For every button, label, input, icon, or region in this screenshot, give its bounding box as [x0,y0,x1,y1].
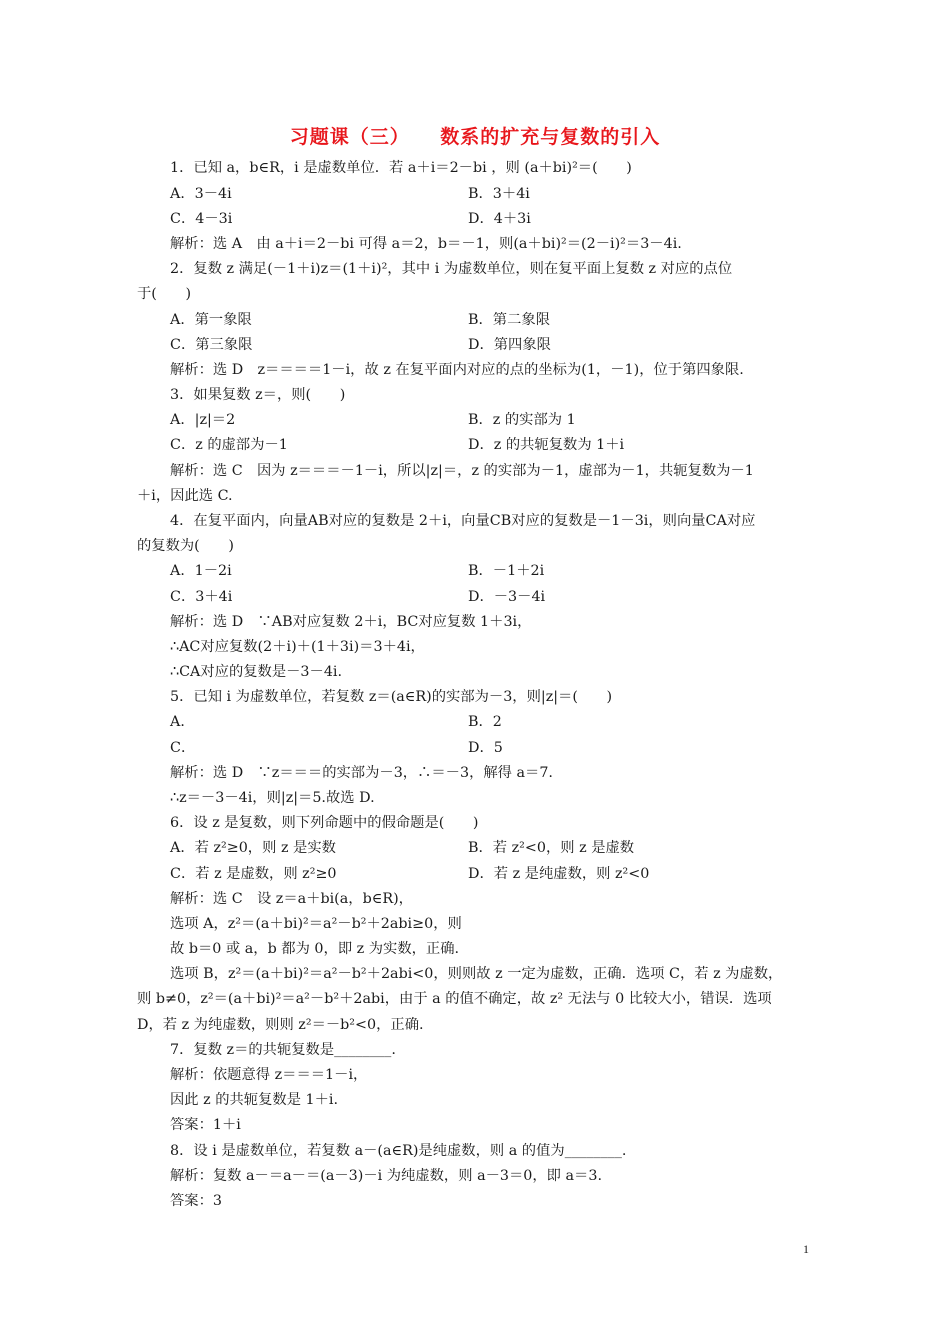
answer-explanation: 解析：选 D ∵AB对应复数 2＋i，BC对应复数 1＋3i， [170,614,532,630]
option-d: D．4＋3i [468,211,531,227]
answer-explanation-continued: 因此 z 的共轭复数是 1＋i. [170,1092,339,1108]
answer-explanation: 解析：选 C 因为 z＝＝＝－1－i，所以|z|＝，z 的实部为－1，虚部为－1，共轭复数为－1 [170,463,754,479]
option-a: A．3－4i [170,186,232,202]
option-a: A．|z|＝2 [170,412,236,428]
question-4-continued: 的复数为( ) [137,538,234,554]
answer-explanation: 解析：选 A 由 a＋i＝2－bi 可得 a＝2，b＝－1，则(a＋bi)²＝(2－i)²＝3－4i. [170,236,682,252]
answer-explanation: 解析：复数 a－＝a－＝(a－3)－i 为纯虚数，则 a－3＝0，即 a＝3. [170,1168,602,1184]
option-c: C．若 z 是虚数，则 z²≥0 [170,866,337,882]
answer-explanation-continued: 则 b≠0，z²＝(a＋bi)²＝a²－b²＋2abi，由于 a 的值不确定，故 z² 无法与 0 比较大小，错误．选项 [137,991,772,1007]
option-b: B．若 z²<0，则 z 是虚数 [468,840,635,856]
option-d: D．z 的共轭复数为 1＋i [468,437,625,453]
page-title: 习题课（三） 数系的扩充与复数的引入 [289,126,661,148]
option-c: C．z 的虚部为－1 [170,437,288,453]
option-a: A． [170,714,195,730]
option-d: D．第四象限 [468,337,551,353]
option-d: D．若 z 是纯虚数，则 z²<0 [468,866,650,882]
option-b: B．－1＋2i [468,563,545,579]
answer-explanation-continued: 选项 A，z²＝(a＋bi)²＝a²－b²＋2abi≥0，则 [170,916,462,932]
option-c: C．3＋4i [170,589,233,605]
answer-explanation: 解析：依题意得 z＝＝＝1－i， [170,1067,368,1083]
answer-explanation-continued: ∴z＝－3－4i，则|z|＝5.故选 D. [170,790,375,806]
question-4: 4．在复平面内，向量AB对应的复数是 2＋i，向量CB对应的复数是－1－3i，则向量CA对应 [170,513,756,529]
answer-explanation-continued: 故 b＝0 或 a，b 都为 0，即 z 为实数，正确. [170,941,460,957]
option-b: B．z 的实部为 1 [468,412,576,428]
option-a: A．1－2i [170,563,232,579]
question-7: 7．复数 z＝的共轭复数是________. [170,1042,396,1058]
answer-explanation-continued: 选项 B，z²＝(a＋bi)²＝a²－b²＋2abi<0，则则故 z 一定为虚数，正确．选项 C，若 z 为虚数， [170,966,783,982]
question-6: 6．设 z 是复数，则下列命题中的假命题是( ) [170,815,479,831]
answer-explanation: 解析：选 D z＝＝＝＝1－i，故 z 在复平面内对应的点的坐标为(1，－1)，位于第四象限. [170,362,744,378]
option-b: B．3＋4i [468,186,530,202]
question-3: 3．如果复数 z＝，则( ) [170,387,346,403]
answer-explanation-continued: ∴AC对应复数(2＋i)＋(1＋3i)＝3＋4i， [170,639,425,655]
final-answer: 答案：3 [170,1193,222,1209]
question-2-continued: 于( ) [137,286,192,302]
question-1: 1．已知 a，b∈R，i 是虚数单位．若 a＋i＝2－bi ，则 (a＋bi)²＝( ) [170,160,632,176]
option-b: B．第二象限 [468,312,550,328]
page-number: 1 [803,1242,809,1256]
answer-explanation: 解析：选 C 设 z＝a＋bi(a，b∈R)， [170,891,413,907]
option-a: A．若 z²≥0，则 z 是实数 [170,840,336,856]
question-8: 8．设 i 是虚数单位，若复数 a－(a∈R)是纯虚数，则 a 的值为________. [170,1143,627,1159]
final-answer: 答案：1＋i [170,1117,241,1133]
option-c: C． [170,740,196,756]
option-d: D．－3－4i [468,589,546,605]
answer-explanation-continued: ∴CA对应的复数是－3－4i. [170,664,343,680]
answer-explanation-continued: ＋i，因此选 C. [137,488,233,504]
answer-explanation-continued: D，若 z 为纯虚数，则则 z²＝－b²<0，正确. [137,1017,424,1033]
option-a: A．第一象限 [170,312,252,328]
question-5: 5．已知 i 为虚数单位，若复数 z＝(a∈R)的实部为－3，则|z|＝( ) [170,689,613,705]
option-c: C．第三象限 [170,337,253,353]
option-d: D．5 [468,740,503,756]
option-c: C．4－3i [170,211,233,227]
answer-explanation: 解析：选 D ∵z＝＝＝的实部为－3，∴＝－3，解得 a＝7. [170,765,553,781]
option-b: B．2 [468,714,502,730]
question-2: 2．复数 z 满足(－1＋i)z＝(1＋i)²，其中 i 为虚数单位，则在复平面上复数 z 对应的点位 [170,261,733,277]
